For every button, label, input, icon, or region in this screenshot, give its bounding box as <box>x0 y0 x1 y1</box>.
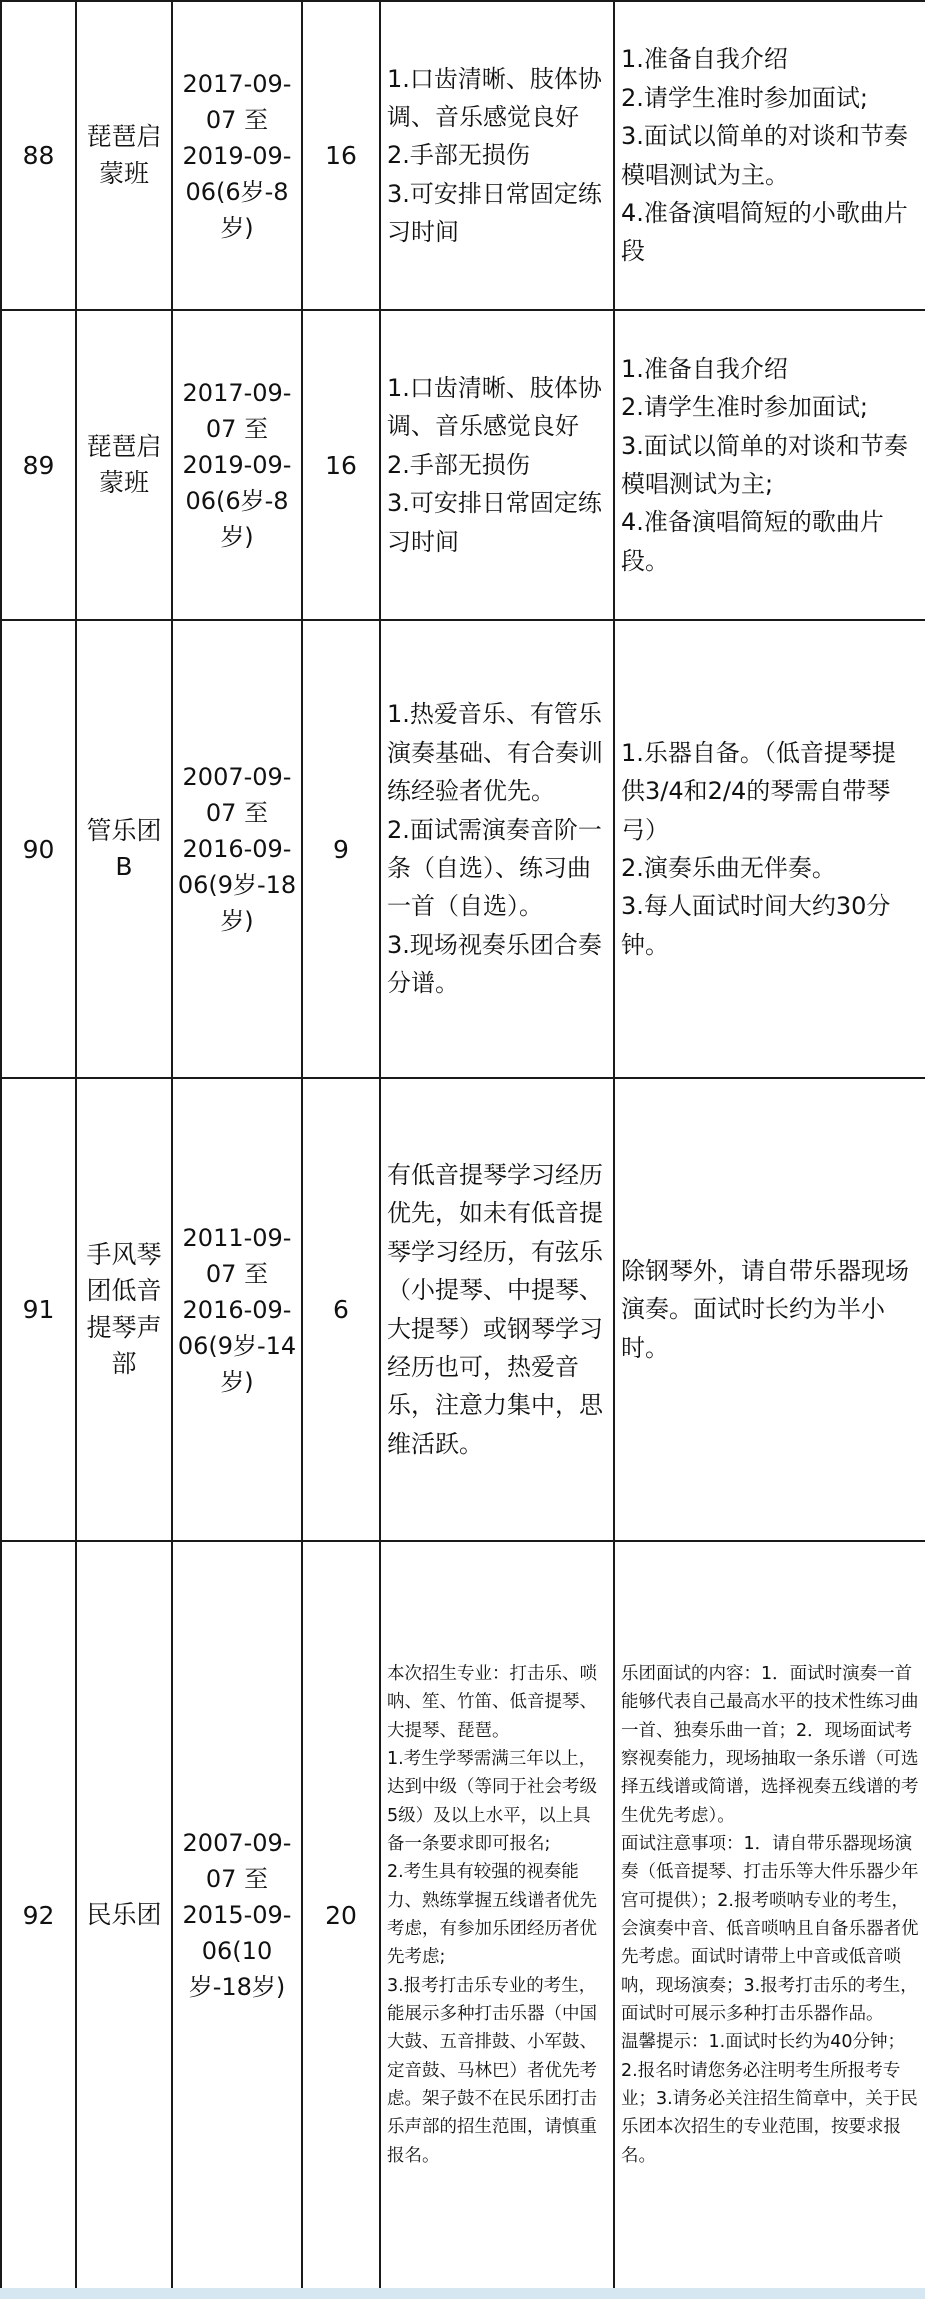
requirement-item: 3.可安排日常固定练习时间 <box>387 179 602 247</box>
note-item: 1.准备自我介绍 <box>621 45 788 74</box>
note-item: 3.每人面试时间大约30分钟。 <box>621 892 891 959</box>
row-number: 92 <box>1 1541 76 2289</box>
note-item: 1.乐器自备。（低音提琴提供3/4和2/4的琴需自带琴弓） <box>621 738 896 844</box>
requirement-item: 3.现场视奏乐团合奏分谱。 <box>387 930 602 998</box>
table-row <box>1 1 925 310</box>
note-item: 3.面试以简单的对谈和节奏模唱测试为主。 <box>621 122 908 189</box>
requirement-item: 2.面试需演奏音阶一条（自选）、练习曲一首（自选）。 <box>387 815 602 921</box>
requirements-cell <box>380 1 614 310</box>
birthdate-range: 2017-09-07 至 2019-09-06(6岁-8岁) <box>172 1 302 310</box>
row-number: 90 <box>1 620 76 1078</box>
table-row <box>1 1541 925 2289</box>
birthdate-range: 2007-09-07 至 2016-09-06(9岁-18岁) <box>172 620 302 1078</box>
note-item: 2.演奏乐曲无伴奏。 <box>621 854 836 882</box>
enrollment-count: 20 <box>302 1541 380 2289</box>
enrollment-count: 9 <box>302 620 380 1078</box>
class-name: 琵琶启蒙班 <box>76 310 172 620</box>
birthdate-range: 2007-09-07 至 2015-09-06(10岁-18岁) <box>172 1541 302 2289</box>
birthdate-range: 2011-09-07 至 2016-09-06(9岁-14岁) <box>172 1078 302 1541</box>
class-name: 手风琴团低音提琴声部 <box>76 1078 172 1541</box>
note-item: 1.准备自我介绍 <box>621 354 788 383</box>
note-item: 4.准备演唱简短的歌曲片段。 <box>621 508 884 575</box>
row-number: 88 <box>1 1 76 310</box>
requirement-item: 2.手部无损伤 <box>387 450 530 479</box>
interview-notes-cell <box>614 1 925 310</box>
requirement-item: 3.可安排日常固定练习时间 <box>387 489 602 556</box>
requirement-item: 1.考生学琴需满三年以上，达到中级（等同于社会考级5级）及以上水平，以上具备一条要求即可报名; <box>387 1748 597 1854</box>
note-item: 面试注意事项：1．请自带乐器现场演奏（低音提琴、打击乐等大件乐器少年宫可提供）；2.报考唢呐专业的考生，会演奏中音、低音唢呐且自备乐器者优先考虑。面试时请带上中音或低音唢呐，现场演奏；3.报考打击乐的考生，面试时可展示多种打击乐器作品。 <box>621 1833 919 2025</box>
requirements-cell <box>380 1078 614 1541</box>
table-row <box>1 1078 925 1541</box>
table-row <box>1 310 925 620</box>
requirements-cell <box>380 310 614 620</box>
class-name: 民乐团 <box>76 1541 172 2289</box>
note-item: 2.请学生准时参加面试; <box>621 83 868 112</box>
requirements-cell <box>380 620 614 1078</box>
note-item: 温馨提示：1.面试时长约为40分钟；2.报名时请您务必注明考生所报考专业；3.请务必关注招生简章中，关于民乐团本次招生的专业范围，按要求报名。 <box>621 2032 918 2166</box>
requirement-item: 2.考生具有较强的视奏能力、熟练掌握五线谱者优先考虑，有参加乐团经历者优先考虑; <box>387 1862 597 1968</box>
class-name: 琵琶启蒙班 <box>76 1 172 310</box>
requirement-item: 有低音提琴学习经历优先，如未有低音提琴学习经历，有弦乐（小提琴、中提琴、大提琴）或钢琴学习经历也可，热爱音乐，注意力集中，思维活跃。 <box>387 1160 603 1458</box>
requirement-item: 1.口齿清晰、肢体协调、音乐感觉良好 <box>387 374 602 441</box>
enrollment-count: 16 <box>302 1 380 310</box>
note-item: 除钢琴外，请自带乐器现场演奏。面试时长约为半小时。 <box>621 1256 909 1362</box>
note-item: 乐团面试的内容：1．面试时演奏一首能够代表自己最高水平的技术性练习曲一首、独奏乐曲一首；2．现场面试考察视奏能力，现场抽取一条乐谱（可选择五线谱或简谱，选择视奏五线谱的考生优先考虑）。 <box>621 1663 919 1826</box>
enrollment-count: 16 <box>302 310 380 620</box>
interview-notes-cell <box>614 620 925 1078</box>
table-row <box>1 620 925 1078</box>
row-number: 89 <box>1 310 76 620</box>
interview-notes-cell <box>614 310 925 620</box>
note-item: 3.面试以简单的对谈和节奏模唱测试为主; <box>621 431 908 498</box>
note-item: 4.准备演唱简短的小歌曲片段 <box>621 198 908 266</box>
interview-notes-cell <box>614 1541 925 2289</box>
requirement-item: 1.口齿清晰、肢体协调、音乐感觉良好 <box>387 64 602 131</box>
requirement-item: 2.手部无损伤 <box>387 141 530 170</box>
interview-notes-cell <box>614 1078 925 1541</box>
enrollment-count: 6 <box>302 1078 380 1541</box>
page-bottom-strip <box>0 2288 925 2299</box>
class-name: 管乐团B <box>76 620 172 1078</box>
requirement-item: 1.热爱音乐、有管乐演奏基础、有合奏训练经验者优先。 <box>387 700 603 806</box>
row-number: 91 <box>1 1078 76 1541</box>
requirement-item: 本次招生专业：打击乐、唢呐、笙、竹笛、低音提琴、大提琴、琵琶。 <box>387 1663 597 1741</box>
requirements-cell <box>380 1541 614 2289</box>
requirement-item: 3.报考打击乐专业的考生，能展示多种打击乐器（中国大鼓、五音排鼓、小军鼓、定音鼓、马林巴）者优先考虑。架子鼓不在民乐团打击乐声部的招生范围，请慎重报名。 <box>387 1975 597 2166</box>
note-item: 2.请学生准时参加面试; <box>621 393 868 422</box>
birthdate-range: 2017-09-07 至 2019-09-06(6岁-8岁) <box>172 310 302 620</box>
